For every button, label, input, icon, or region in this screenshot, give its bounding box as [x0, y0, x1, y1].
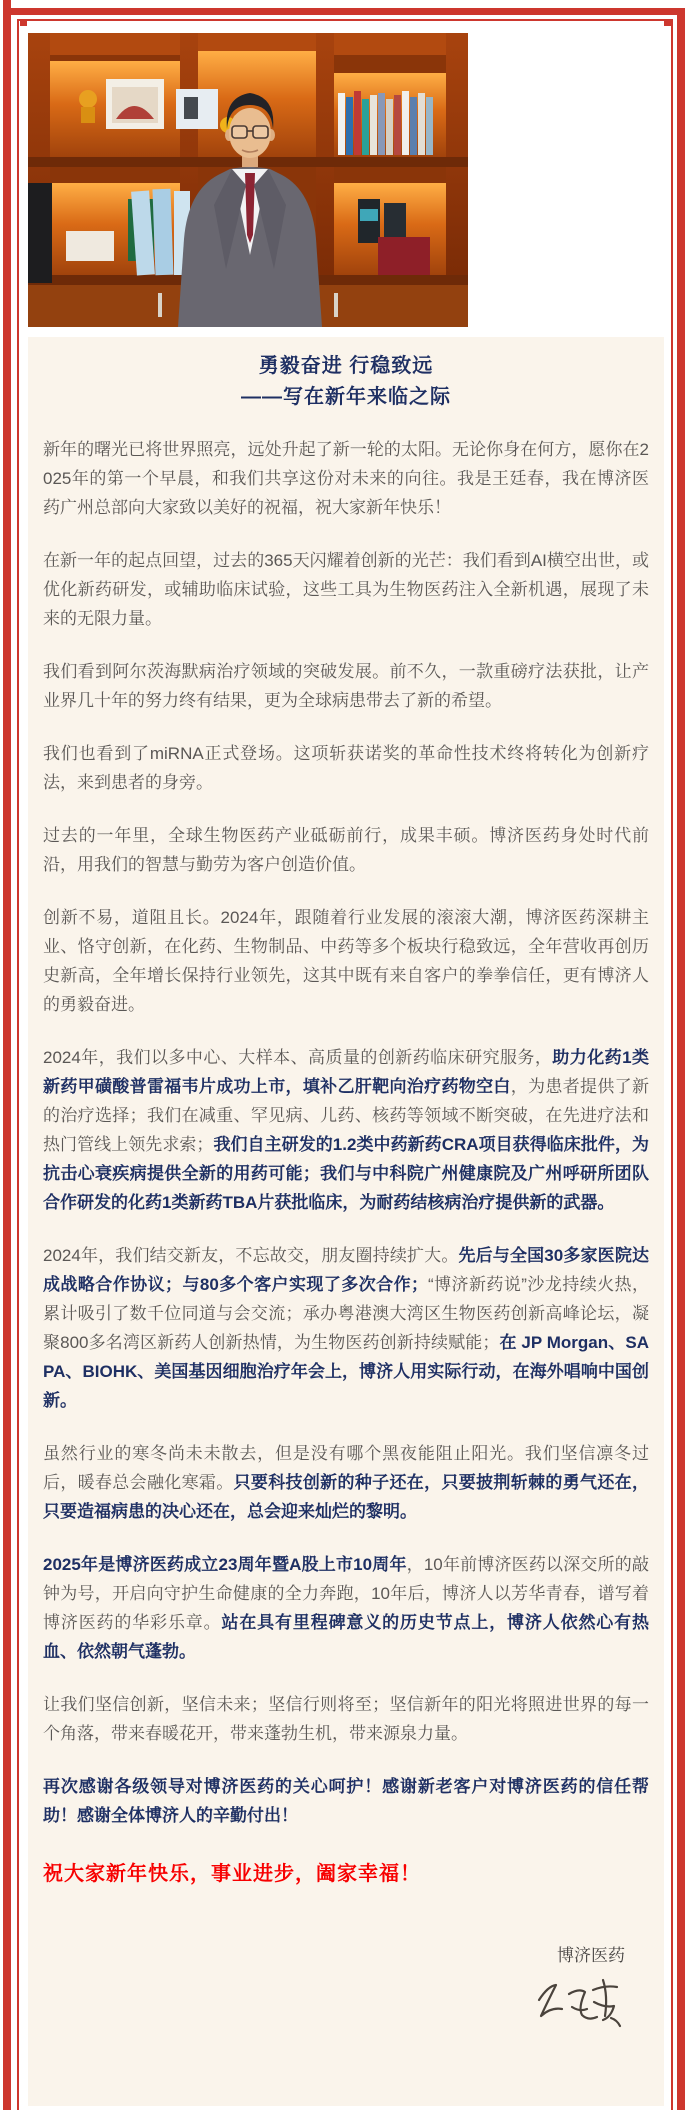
article-title	[43, 351, 649, 413]
frame-corner-square-left	[20, 19, 27, 26]
frame-top-outer	[11, 8, 685, 15]
paragraph: 在新一年的起点回望，过去的365天闪耀着创新的光芒：我们看到AI横空出世，或优化新药研发，或辅助临床试验，这些工具为生物医药注入全新机遇，展现了未来的无限力量。	[43, 551, 649, 628]
emphasis-text: 在 JP Morgan、SAPA、BIOHK、美国基因细胞治疗年会上，博济人用实际行动，在海外唱响中国创新。	[43, 1333, 649, 1410]
paragraph	[43, 1439, 649, 1526]
frame-corner-square-right	[664, 19, 671, 26]
paragraph: 我们看到阿尔茨海默病治疗领域的突破发展。前不久，一款重磅疗法获批，让产业界几十年的努力终有结果，更为全球病患带去了新的希望。	[43, 662, 649, 710]
paragraph	[43, 1043, 649, 1217]
paragraph: 我们也看到了miRNA正式登场。这项斩获诺奖的革命性技术终将转化为创新疗法，来到患者的身旁。	[43, 744, 649, 792]
emphasis-text: 只要科技创新的种子还在，只要披荆斩棘的勇气还在，只要造福病患的决心还在，总会迎来灿烂的黎明。	[43, 1473, 650, 1521]
frame-left-inner	[17, 19, 19, 2110]
paragraph-text: ，10年前博济医药以深交所的敲钟为号，开启向守护生命健康的全力奔跑，10年后，博济人以芳华青春，谱写着博济医药的华彩乐章。	[43, 1555, 649, 1632]
frame-top-inner	[17, 19, 673, 21]
frame-right-outer	[677, 8, 685, 2110]
emphasis-text: 2025年是博济医药成立23周年暨A股上市10周年	[43, 1555, 407, 1574]
paragraph-text: ，为患者提供了新的治疗选择；我们在减重、罕见病、儿药、核药等领域不断突破，在先进疗法和热门管线上领先求索；	[43, 1077, 649, 1154]
paragraph	[43, 1550, 649, 1666]
paragraph-text: 虽然行业的寒冬尚未未散去，但是没有哪个黑夜能阻止阳光。我们坚信凛冬过后，暖春总会融化寒霜。	[43, 1444, 649, 1492]
company-signoff: 博济医药	[557, 1946, 625, 1965]
frame-right-inner	[671, 19, 673, 2110]
portrait-photo[interactable]	[28, 33, 468, 327]
paragraph-text: 2024年，我们以多中心、大样本、高质量的创新药临床研究服务，	[43, 1048, 553, 1067]
emphasis-text: 站在具有里程碑意义的历史节点上，博济人依然心有热血、依然朝气蓬勃。	[43, 1613, 649, 1661]
emphasis-text: 我们自主研发的1.2类中药新药CRA项目获得临床批件，为抗击心衰疾病提供全新的用药可能；我们与中科院广州健康院及广州呼研所团队合作研发的化药1类新药TBA片获批临床，为耐药结核病治疗提供新的武器。	[43, 1135, 649, 1212]
paragraph: 让我们坚信创新，坚信未来；坚信行则将至；坚信新年的阳光将照进世界的每一个角落，带来春暖花开，带来蓬勃生机，带来源泉力量。	[43, 1695, 649, 1743]
article-title-line2: ——写在新年来临之际	[241, 386, 451, 408]
article-card	[28, 337, 664, 2106]
signature-block	[43, 1974, 649, 2037]
paragraph: 过去的一年里，全球生物医药产业砥砺前行，成果丰硕。博济医药身处时代前沿，用我们的智慧与勤劳为客户创造价值。	[43, 826, 649, 874]
frame-left-outer	[3, 0, 11, 2110]
bookshelf-portrait-illustration	[28, 33, 468, 327]
article-title-line1: 勇毅奋进 行稳致远	[258, 355, 434, 377]
paragraph: 新年的曙光已将世界照亮，远处升起了新一轮的太阳。无论你身在何方，愿你在2025年的第一个早晨，和我们共享这份对未来的向往。我是王廷春，我在博济医药广州总部向大家致以美好的祝福，祝大家新年快乐！	[43, 440, 649, 517]
emphasis-text: 再次感谢各级领导对博济医药的关心呵护！感谢新老客户对博济医药的信任帮助！感谢全体博济人的辛勤付出！	[43, 1777, 649, 1825]
paragraph-text: “博济新药说”沙龙持续火热，累计吸引了数千位同道与会交流；承办粤港澳大湾区生物医药创新高峰论坛，凝聚800多名湾区新药人创新热情，为生物医药创新持续赋能；	[43, 1275, 649, 1352]
paragraph	[43, 1772, 649, 1830]
emphasis-text: 助力化药1类新药甲磺酸普雷福韦片成功上市，填补乙肝靶向治疗药物空白	[43, 1048, 649, 1096]
emphasis-text: 先后与全国30多家医院达成战略合作协议；与80多个客户实现了多次合作；	[43, 1246, 649, 1294]
paragraph-text: 2024年，我们结交新友，不忘故交，朋友圈持续扩大。	[43, 1246, 459, 1265]
article-body	[43, 435, 649, 1889]
paragraph: 创新不易，道阻且长。2024年，跟随着行业发展的滚滚大潮，博济医药深耕主业、恪守创新，在化药、生物制品、中药等多个板块行稳致远，全年营收再创历史新高，全年增长保持行业领先，这其中既有来自客户的拳拳信任，更有博济人的勇毅奋进。	[43, 908, 649, 1014]
paragraph	[43, 1241, 649, 1415]
handwritten-signature	[531, 1974, 631, 2032]
blessing-line: 祝大家新年快乐，事业进步，阖家幸福！	[43, 1863, 421, 1885]
